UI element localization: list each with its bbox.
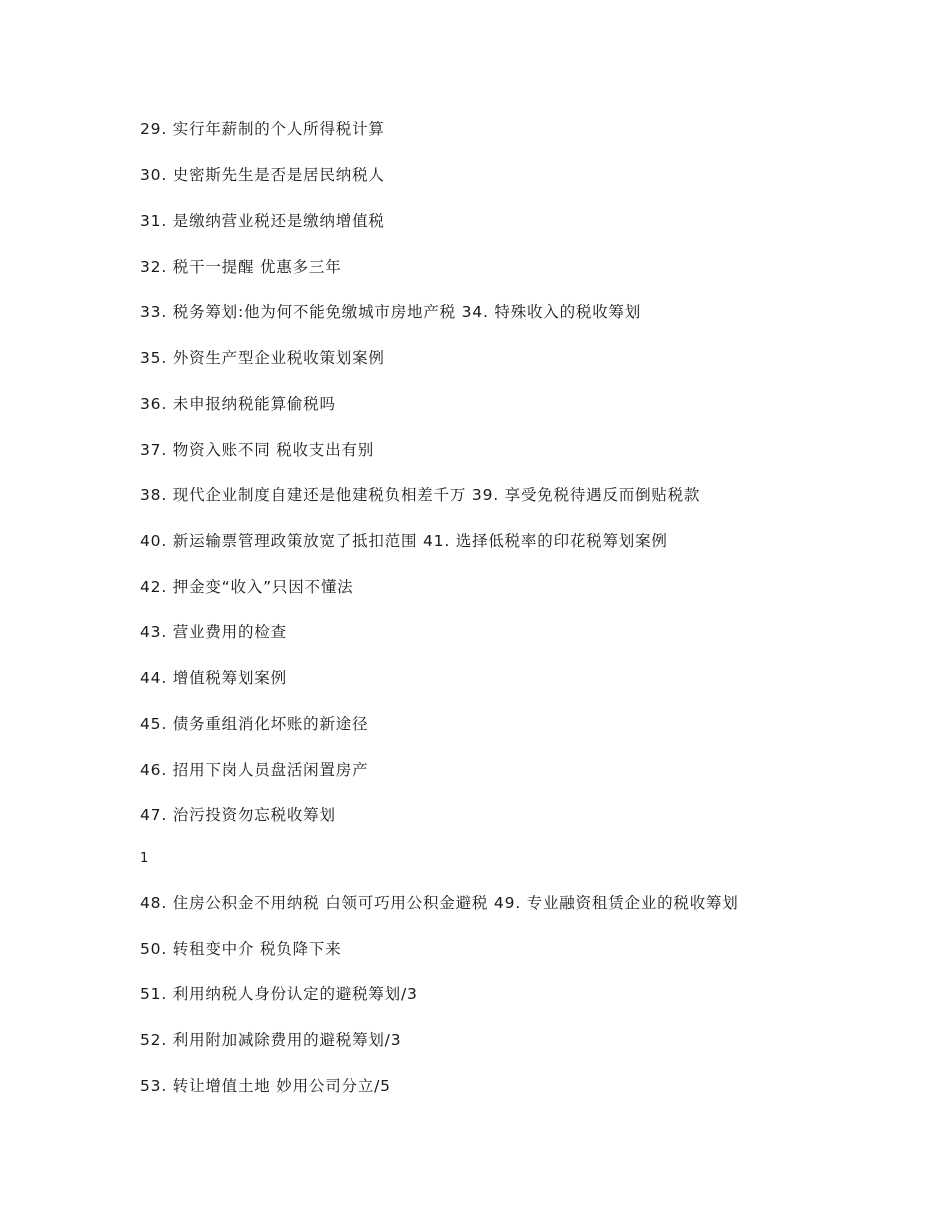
toc-line-52: 52. 利用附加减除费用的避税筹划/3 <box>140 1031 402 1049</box>
toc-line-44: 44. 增值税筹划案例 <box>140 669 287 687</box>
toc-line-47: 47. 治污投资勿忘税收筹划 <box>140 806 336 824</box>
toc-line-53: 53. 转让增值土地 妙用公司分立/5 <box>140 1077 391 1095</box>
toc-line-40-41: 40. 新运输票管理政策放宽了抵扣范围 41. 选择低税率的印花税筹划案例 <box>140 532 668 550</box>
toc-line-36: 36. 未申报纳税能算偷税吗 <box>140 395 336 413</box>
toc-line-32: 32. 税干一提醒 优惠多三年 <box>140 258 342 276</box>
toc-line-31: 31. 是缴纳营业税还是缴纳增值税 <box>140 212 385 230</box>
toc-line-30: 30. 史密斯先生是否是居民纳税人 <box>140 166 385 184</box>
toc-line-42: 42. 押金变“收入”只因不懂法 <box>140 578 354 596</box>
toc-line-51: 51. 利用纳税人身份认定的避税筹划/3 <box>140 985 418 1003</box>
page-number: 1 <box>140 851 149 866</box>
toc-line-50: 50. 转租变中介 税负降下来 <box>140 940 342 958</box>
toc-line-37: 37. 物资入账不同 税收支出有别 <box>140 441 375 459</box>
toc-line-33-34: 33. 税务筹划:他为何不能免缴城市房地产税 34. 特殊收入的税收筹划 <box>140 303 642 321</box>
toc-line-45: 45. 债务重组消化坏账的新途径 <box>140 715 369 733</box>
toc-line-38-39: 38. 现代企业制度自建还是他建税负相差千万 39. 享受免税待遇反而倒贴税款 <box>140 486 701 504</box>
toc-line-29: 29. 实行年薪制的个人所得税计算 <box>140 120 385 138</box>
toc-line-46: 46. 招用下岗人员盘活闲置房产 <box>140 761 369 779</box>
toc-line-43: 43. 营业费用的检查 <box>140 623 287 641</box>
toc-line-48-49: 48. 住房公积金不用纳税 白领可巧用公积金避税 49. 专业融资租赁企业的税收筹划 <box>140 894 739 912</box>
toc-line-35: 35. 外资生产型企业税收策划案例 <box>140 349 385 367</box>
